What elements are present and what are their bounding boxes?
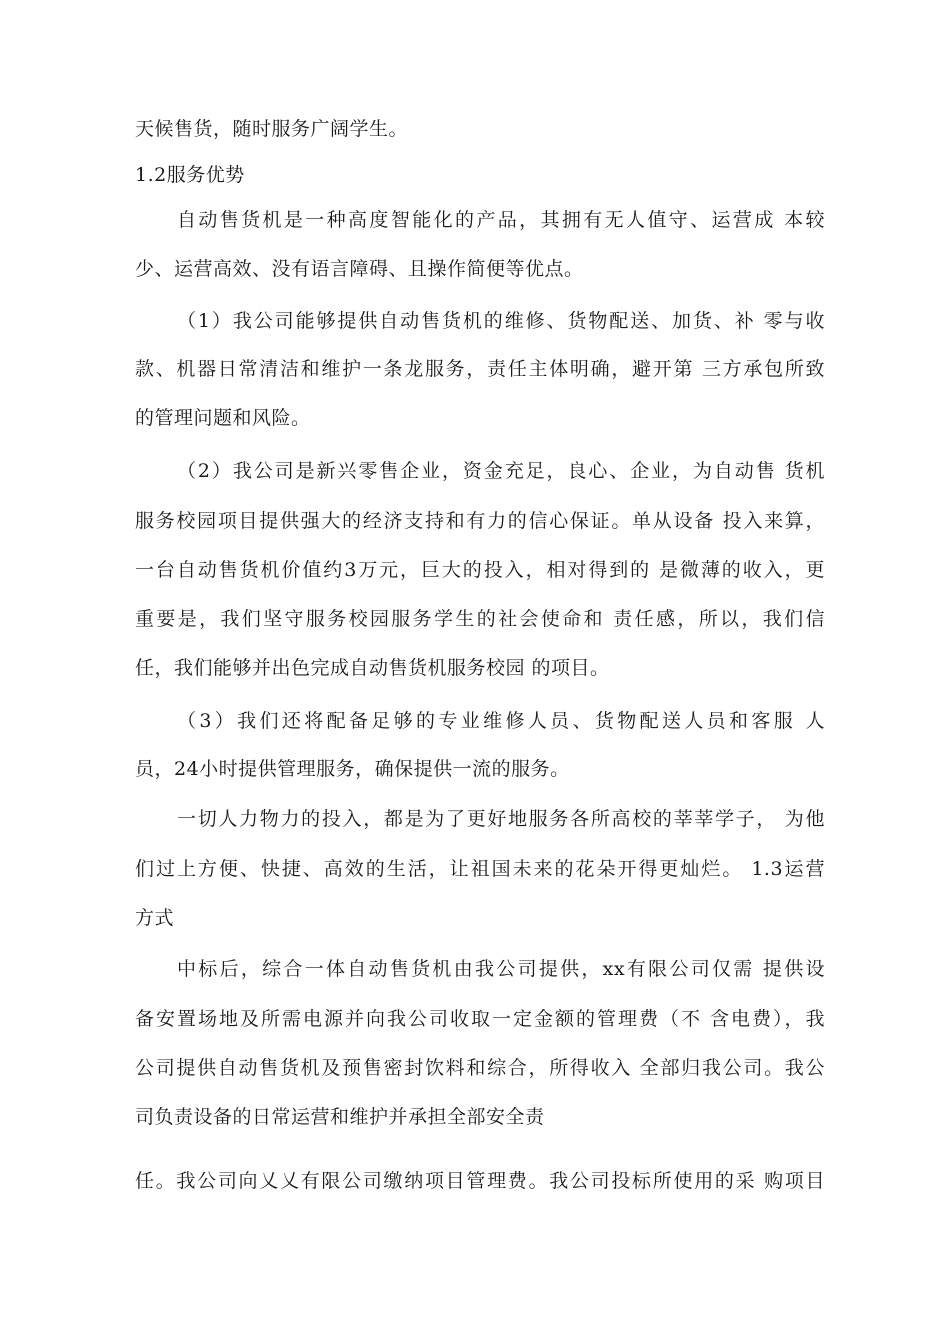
text-line: 自动售货机是一种高度智能化的产品，其拥有无人值守、运营成 本较 xyxy=(177,209,825,231)
text-line: 备安置场地及所需电源并向我公司收取一定金额的管理费（不 含电费），我 xyxy=(135,1008,825,1030)
text-line: （3）我们还将配备足够的专业维修人员、货物配送人员和客服 人 xyxy=(177,710,825,732)
text-line: 一台自动售货机价值约3万元，巨大的投入，相对得到的 是微薄的收入，更 xyxy=(135,559,825,581)
text-line: 服务校园项目提供强大的经济支持和有力的信心保证。单从设备 投入来算， xyxy=(135,510,825,532)
section-heading-continued: 方式 xyxy=(135,907,175,929)
text-line: 任，我们能够并出色完成自动售货机服务校园 的项目。 xyxy=(135,657,610,679)
text-line: 们过上方便、快捷、高效的生活，让祖国未来的花朵开得更灿烂。 1.3运营 xyxy=(135,858,825,880)
text-line: 重要是，我们坚守服务校园服务学生的社会使命和 责任感，所以，我们信 xyxy=(135,608,825,630)
text-line: 款、机器日常清洁和维护一条龙服务，责任主体明确，避开第 三方承包所致 xyxy=(135,358,825,380)
text-line: 的管理问题和风险。 xyxy=(135,407,311,429)
text-line: （1）我公司能够提供自动售货机的维修、货物配送、加货、补 零与收 xyxy=(177,310,825,332)
text-line: 公司提供自动售货机及预售密封饮料和综合，所得收入 全部归我公司。我公 xyxy=(135,1057,825,1079)
text-line: 天候售货，随时服务广阔学生。 xyxy=(135,118,409,140)
text-line: 一切人力物力的投入，都是为了更好地服务各所高校的莘莘学子， 为他 xyxy=(177,808,825,830)
section-heading: 1.2服务优势 xyxy=(135,164,245,186)
text-line: （2）我公司是新兴零售企业，资金充足，良心、企业，为自动售 货机 xyxy=(177,460,825,482)
text-line: 少、运营高效、没有语言障碍、且操作简便等优点。 xyxy=(135,258,584,280)
text-line: 任。我公司向乂乂有限公司缴纳项目管理费。我公司投标所使用的采 购项目 xyxy=(135,1170,825,1192)
text-line: 员，24小时提供管理服务，确保提供一流的服务。 xyxy=(135,758,570,780)
text-line: 司负责设备的日常运营和维护并承担全部安全责 xyxy=(135,1106,545,1128)
text-line: 中标后，综合一体自动售货机由我公司提供，xx有限公司仅需 提供设 xyxy=(177,958,825,980)
